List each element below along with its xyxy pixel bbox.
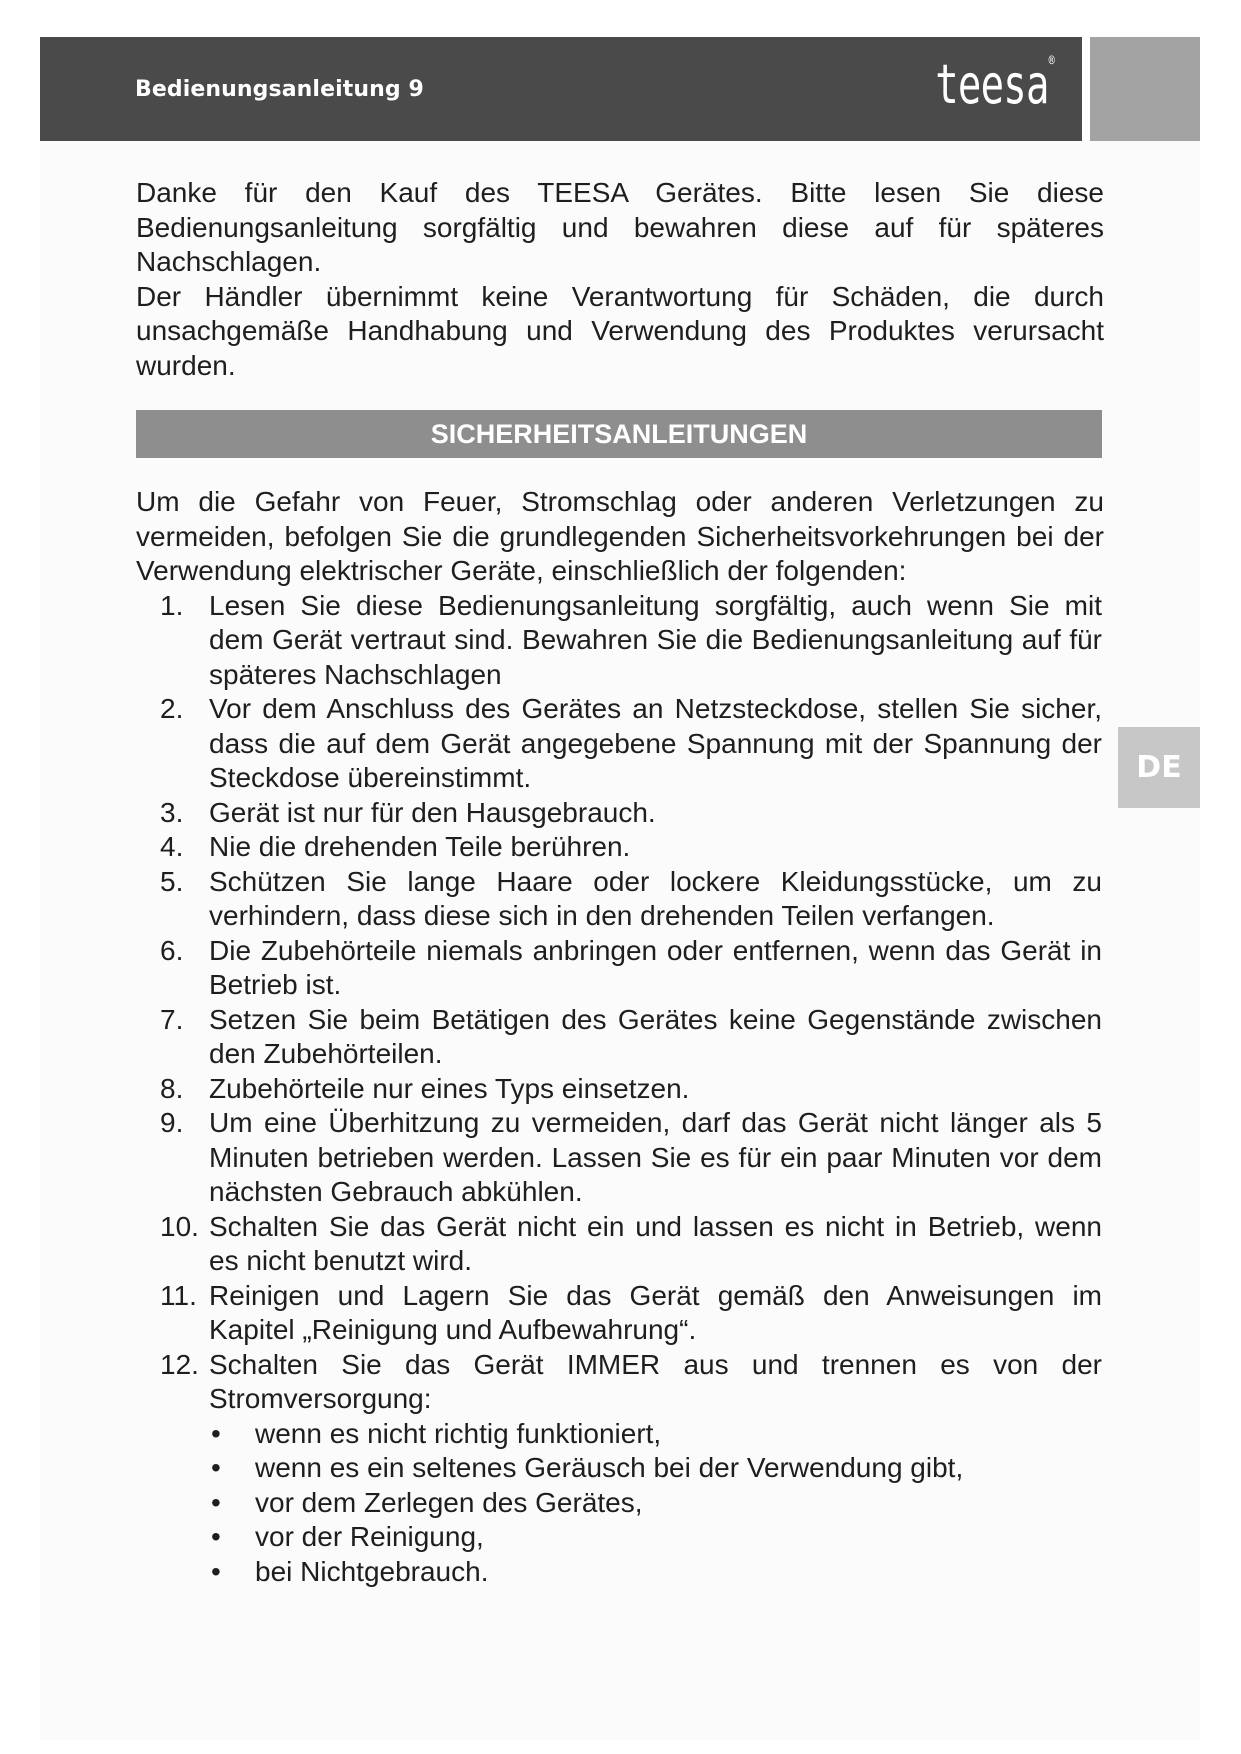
item-number: 1. — [160, 589, 184, 621]
item-text: Gerät ist nur für den Hausgebrauch. — [209, 796, 656, 828]
item-text: Nie die drehenden Teile berühren. — [209, 831, 631, 862]
item-number: 11. — [160, 1279, 197, 1311]
item-number: 5. — [160, 865, 184, 897]
item-number: 4. — [160, 831, 184, 862]
power-off-conditions-list — [136, 1417, 1104, 1590]
header-side-block — [1090, 37, 1200, 141]
item-number: 6. — [160, 934, 184, 966]
bullet-icon: • — [211, 1521, 221, 1552]
section-heading: SICHERHEITSANLEITUNGEN — [136, 410, 1102, 458]
list-item — [136, 589, 1104, 693]
item-number: 7. — [160, 1003, 184, 1035]
list-item — [136, 934, 1104, 1003]
bullet-item — [136, 1555, 1104, 1590]
list-item — [136, 1348, 1104, 1417]
item-text: Lesen Sie diese Bedienungsanleitung sorgfältig, auch wenn Sie mit dem Gerät vertraut sind. Bewahren Sie die Bedienungsanleitung auf für späteres Nachschlagen — [209, 589, 1102, 690]
item-text: Die Zubehörteile niemals anbringen oder entfernen, wenn das Gerät in Betrieb ist. — [209, 934, 1102, 1000]
list-item — [136, 865, 1104, 934]
item-number: 3. — [160, 796, 184, 828]
brand-logo-text: teesa — [935, 53, 1049, 116]
bullet-text: vor dem Zerlegen des Gerätes, — [255, 1486, 643, 1518]
bullet-text: vor der Reinigung, — [255, 1521, 484, 1552]
list-item — [136, 1072, 1104, 1107]
item-number: 10. — [160, 1210, 199, 1242]
header-bar — [40, 37, 1082, 141]
safety-instructions-list — [136, 589, 1104, 1417]
list-item — [136, 796, 1104, 831]
bullet-icon: • — [211, 1486, 221, 1518]
bullet-text: wenn es nicht richtig funktioniert, — [255, 1417, 662, 1449]
list-item — [136, 1106, 1104, 1210]
item-number: 8. — [160, 1072, 184, 1104]
item-number: 9. — [160, 1107, 184, 1138]
item-text: Setzen Sie beim Betätigen des Gerätes keine Gegenstände zwischen den Zubehörteilen. — [209, 1003, 1102, 1069]
item-text: Vor dem Anschluss des Gerätes an Netzsteckdose, stellen Sie sicher, dass die auf dem Gerät angegebene Spannung mit der Spannung der Steckdose übereinstimmt. — [209, 693, 1102, 793]
list-item — [136, 692, 1104, 796]
safety-intro: Um die Gefahr von Feuer, Stromschlag oder anderen Verletzungen zu vermeiden, befolgen Sie die grundlegenden Sicherheitsvorkehrungen bei der Verwendung elektrischer Geräte, einschließlich der folgenden: — [136, 486, 1104, 586]
bullet-text: bei Nichtgebrauch. — [255, 1555, 489, 1587]
bullet-item — [136, 1417, 1104, 1452]
item-text: Um eine Überhitzung zu vermeiden, darf das Gerät nicht länger als 5 Minuten betrieben werden. Lassen Sie es für ein paar Minuten vor dem nächsten Gebrauch abkühlen. — [209, 1107, 1102, 1207]
bullet-text: wenn es ein seltenes Geräusch bei der Verwendung gibt, — [255, 1452, 964, 1483]
list-item — [136, 830, 1104, 865]
bullet-icon: • — [211, 1555, 221, 1587]
bullet-item — [136, 1486, 1104, 1521]
list-item — [136, 1279, 1104, 1348]
bullet-icon: • — [211, 1452, 221, 1483]
item-text: Schalten Sie das Gerät nicht ein und lassen es nicht in Betrieb, wenn es nicht benutzt wird. — [209, 1210, 1102, 1276]
registered-mark: ® — [1048, 53, 1054, 69]
intro-paragraph: Danke für den Kauf des TEESA Gerätes. Bitte lesen Sie diese Bedienungsanleitung sorgfältig und bewahren diese auf für späteres Nachschlagen. — [136, 177, 1104, 277]
item-text: Zubehörteile nur eines Typs einsetzen. — [209, 1072, 690, 1104]
brand-logo — [935, 53, 1054, 116]
item-text: Schützen Sie lange Haare oder lockere Kleidungsstücke, um zu verhindern, dass diese sich in den drehenden Teilen verfangen. — [209, 865, 1102, 931]
bullet-item — [136, 1451, 1104, 1486]
list-item — [136, 1003, 1104, 1072]
item-text: Schalten Sie das Gerät IMMER aus und trennen es von der Stromversorgung: — [209, 1348, 1102, 1414]
main-content — [136, 176, 1104, 1589]
item-number: 2. — [160, 693, 184, 724]
header-title: Bedienungsanleitung 9 — [135, 77, 424, 102]
bullet-icon: • — [211, 1417, 221, 1449]
item-number: 12. — [160, 1348, 199, 1380]
item-text: Reinigen und Lagern Sie das Gerät gemäß den Anweisungen im Kapitel „Reinigung und Aufbewahrung“. — [209, 1279, 1102, 1345]
list-item — [136, 1210, 1104, 1279]
disclaimer-paragraph: Der Händler übernimmt keine Verantwortung für Schäden, die durch unsachgemäße Handhabung und Verwendung des Produktes verursacht wurden. — [136, 280, 1104, 381]
language-tab: DE — [1118, 727, 1200, 808]
bullet-item — [136, 1520, 1104, 1555]
